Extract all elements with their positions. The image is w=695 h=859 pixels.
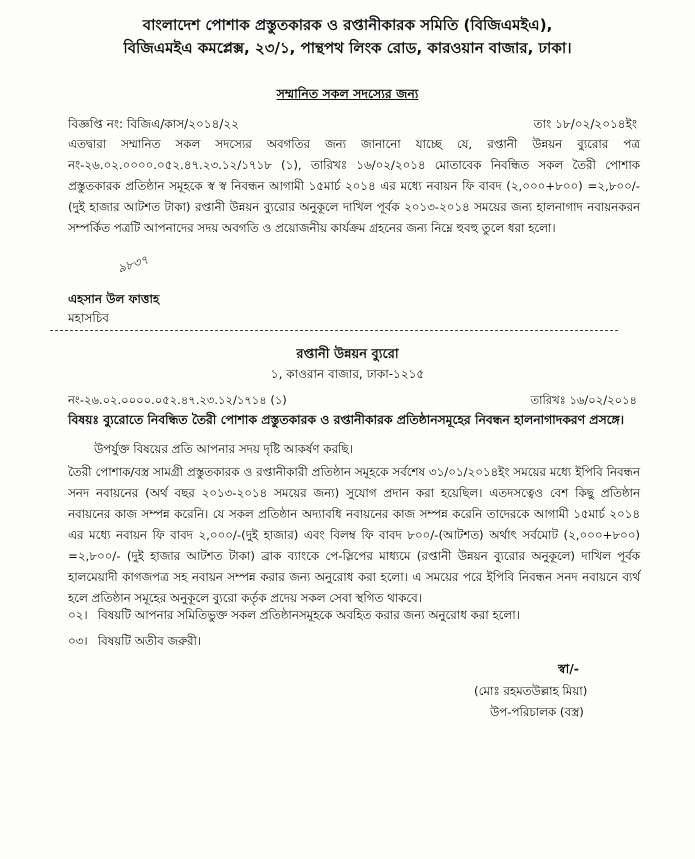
notice-date: তাং ১৮/০২/২০১৪ইং	[533, 117, 637, 131]
notice-reference: বিজ্ঞপ্তি নং: বিজিএ/কাস/২০১৪/২২	[68, 117, 240, 131]
notice-heading	[0, 86, 695, 106]
signature-mark: স্বা/-	[558, 661, 579, 676]
item-number: ০৩।	[68, 634, 88, 648]
item-text: বিষয়টি অতীব জরুরী।	[97, 634, 202, 648]
letter-body: তৈরী পোশাক/বস্ত্র সামগ্রী প্রস্তুতকারক ও রপ্তানীকারী প্রতিষ্ঠান সমূহকে সর্বশেষ ৩১/০১/২০১৪ইং সময়ের মধ্যে ইপিবি নিবন্ধন সনদ নবায়নের (অর্থ বছর ২০১৩-২০১৪ সময়ের জন্য) সুযোগ প্রদান করা হয়েছিল। এতদসত্বেও বেশ কিছু প্রতিষ্ঠান নবায়নের কাজ সম্পন্ন করেনি। যে সকল প্রতিষ্ঠান অদ্যাবধি নবায়নের কাজ সম্পন্ন করেনি তাদেরকে আগামী ১৫মার্চ ২০১৪ এর মধ্যে নবায়ন ফি বাবদ ২,০০০/-(দুই হাজার) এবং বিলম্ব ফি বাবদ ৮০০/-(আটশত) অর্থাৎ সর্বমোট (২,০০০+৮০০) =২,৮০০/- (দুই হাজার আটশত টাকা) ব্রাক ব্যাংকে পে-স্লিপের মাধ্যমে (রপ্তানী উন্নয়ন ব্যুরোর অনুকূলে) দাখিল পূর্বক হালমেয়াদী কাগজপত্র সহ নবায়ন সম্পন্ন করার জন্য অনুরোধ করা হলো। এ সময়ের পরে ইপিবি নিবন্ধন সনদ নবায়নে ব্যর্থ হলে প্রতিষ্ঠান সমূহের অনুকূলে ব্যুরো কর্তৃক প্রদেয় সকল সেবা স্থগিত থাকবে।	[68, 465, 640, 605]
notice-signatory-title: মহাসচিব	[68, 311, 109, 325]
notice-signatory-name: এহসান উল ফাত্তাহ	[68, 292, 160, 306]
letter-item	[68, 632, 201, 652]
bureau-address: ১, কাওরান বাজার, ঢাকা-১২১৫	[270, 367, 425, 381]
item-number: ০২।	[68, 608, 88, 622]
letter-date: তারিখঃ ১৬/০২/২০১৪	[530, 393, 637, 407]
association-name: বাংলাদেশ পোশাক প্রস্তুতকারক ও রপ্তানীকারক সমিতি (বিজিএমইএ),	[142, 16, 553, 34]
letter-intro: উপর্যুক্ত বিষয়ের প্রতি আপনার সদয় দৃষ্টি আকর্ষণ করছি।	[94, 442, 353, 456]
handwritten-number: ৯৮৩৭	[115, 252, 150, 276]
bureau-name: রপ্তানী উন্নয়ন ব্যুরো	[296, 347, 399, 362]
notice-heading-text: সম্মানিত সকল সদস্যের জন্য	[276, 86, 419, 101]
letter-reference: নং-২৬.০২.০০০০.০৫২.৪৭.২৩.১২/১৭১৪ (১)	[68, 393, 287, 407]
letter-signatory-title: উপ-পরিচালক (বস্ত্র)	[490, 705, 584, 719]
notice-body: এতদ্বারা সম্মানিত সকল সদস্যের অবগতির জন্য জানানো যাচ্ছে যে, রপ্তানী উন্নয়ন ব্যুরোর পত্র নং-২৬.০২.০০০০.০৫২.৪৭.২৩.১২/১৭১৮ (১), তারিখঃ ১৬/০২/২০১৪ মোতাবেক নিবন্ধিত সকল তৈরী পোশাক প্রস্তুতকারক প্রতিষ্ঠান সমূহকে স্ব স্ব নিবন্ধন আগামী ১৫মার্চ ২০১৪ এর মধ্যে নবায়ন ফি বাবদ (২,০০০+৮০০) =২,৮০০/- (দুই হাজার আটশত টাকা) রপ্তানী উন্নয়ন ব্যুরোর অনুকূলে দাখিল পূর্বক ২০১৩-২০১৪ সময়ের জন্য হালনাগাদ নবায়নকরন সম্পর্কিত পত্রটি আপনাদের সদয় অবগতি ও প্রয়োজনীয় কার্যক্রম গ্রহনের জন্য নিম্নে হুবহু তুলে ধরা হলো।	[68, 137, 640, 235]
letter-signatory-name: (মোঃ রহমতউল্লাহ মিয়া)	[474, 684, 588, 698]
letter-subject: বিষয়ঃ ব্যুরোতে নিবন্ধিত তৈরী পোশাক প্রস্তুতকারক ও রপ্তানীকারক প্রতিষ্ঠানসমূহের নিবন্ধন হালনাগাদকরণ প্রসঙ্গে।	[68, 413, 625, 427]
item-text: বিষয়টি আপনার সমিতিভুক্ত সকল প্রতিষ্ঠানসমূহকে অবহিত করার জন্য অনুরোধ করা হলো।	[97, 608, 520, 622]
separator-line	[50, 330, 618, 331]
association-address: বিজিএমইএ কমপ্লেক্স, ২৩/১, পান্থপথ লিংক রোড, কারওয়ান বাজার, ঢাকা।	[123, 39, 572, 57]
letter-item	[68, 606, 520, 626]
